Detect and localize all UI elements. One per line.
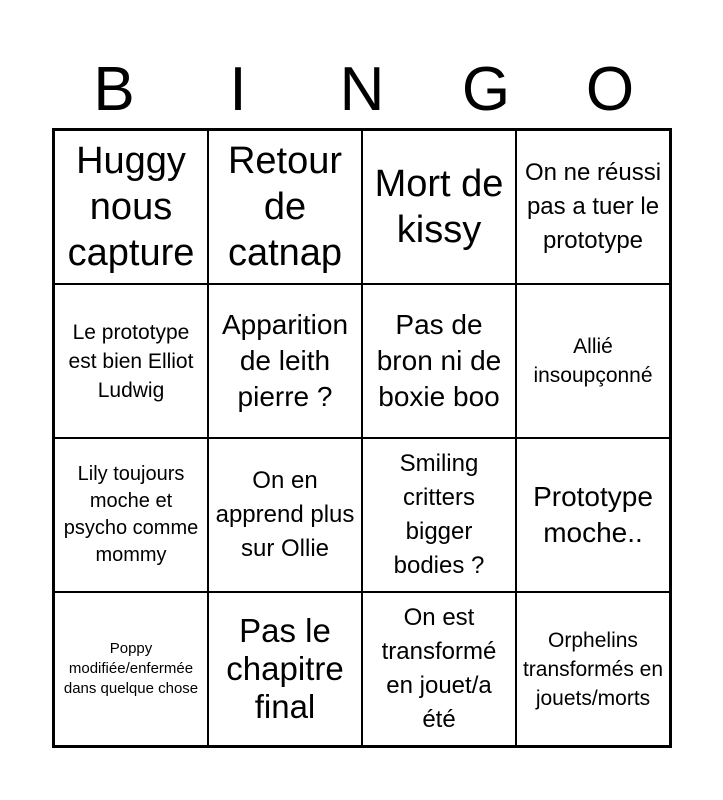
header-letter-n: N xyxy=(339,55,385,124)
bingo-cell-r2c2[interactable] xyxy=(208,284,362,438)
bingo-cell-r2c3[interactable] xyxy=(362,284,516,438)
bingo-cell-r3c1[interactable] xyxy=(54,438,208,592)
cell-text: Mort de kissy xyxy=(374,163,504,251)
cell-text: Pas le chapitre final xyxy=(226,612,344,725)
bingo-cell-r1c4[interactable] xyxy=(516,130,670,284)
bingo-cell-r4c1[interactable] xyxy=(54,592,208,746)
bingo-cell-r2c1[interactable] xyxy=(54,284,208,438)
bingo-board xyxy=(52,128,672,748)
cell-text: On est transformé en jouet/a été xyxy=(381,604,497,733)
cell-text: Allié insoupçonné xyxy=(533,335,653,387)
bingo-cell-r1c2[interactable] xyxy=(208,130,362,284)
cell-text: On en apprend plus sur Ollie xyxy=(215,467,355,562)
cell-text: Pas de bron ni de boxie boo xyxy=(376,309,502,412)
cell-text: Prototype moche.. xyxy=(533,481,653,548)
header-letter-i: I xyxy=(229,55,247,124)
bingo-cell-r1c3[interactable] xyxy=(362,130,516,284)
cell-text: Orphelins transformés en jouets/morts xyxy=(522,628,664,710)
cell-text: Retour de catnap xyxy=(227,140,343,274)
cell-text: Le prototype est bien Elliot Ludwig xyxy=(68,320,194,402)
header-letter-o: O xyxy=(585,55,635,124)
bingo-cell-r3c2[interactable] xyxy=(208,438,362,592)
bingo-cell-r4c3[interactable] xyxy=(362,592,516,746)
cell-text: Lily toujours moche et psycho comme mommy xyxy=(63,463,199,566)
cell-text: Poppy modifiée/enfermée dans quelque chose xyxy=(63,640,199,697)
header-letter-b: B xyxy=(93,55,135,124)
bingo-cell-r3c4[interactable] xyxy=(516,438,670,592)
header-letter-g: G xyxy=(461,55,511,124)
bingo-cell-r3c3[interactable] xyxy=(362,438,516,592)
cell-text: On ne réussi pas a tuer le prototype xyxy=(524,159,662,254)
bingo-cell-r1c1[interactable] xyxy=(54,130,208,284)
cell-text: Apparition de leith pierre ? xyxy=(221,309,349,412)
cell-text: Huggy nous capture xyxy=(67,140,195,274)
bingo-cell-r4c2[interactable] xyxy=(208,592,362,746)
cell-text: Smiling critters bigger bodies ? xyxy=(393,450,485,579)
bingo-header xyxy=(52,52,672,128)
bingo-cell-r2c4[interactable] xyxy=(516,284,670,438)
bingo-cell-r4c4[interactable] xyxy=(516,592,670,746)
